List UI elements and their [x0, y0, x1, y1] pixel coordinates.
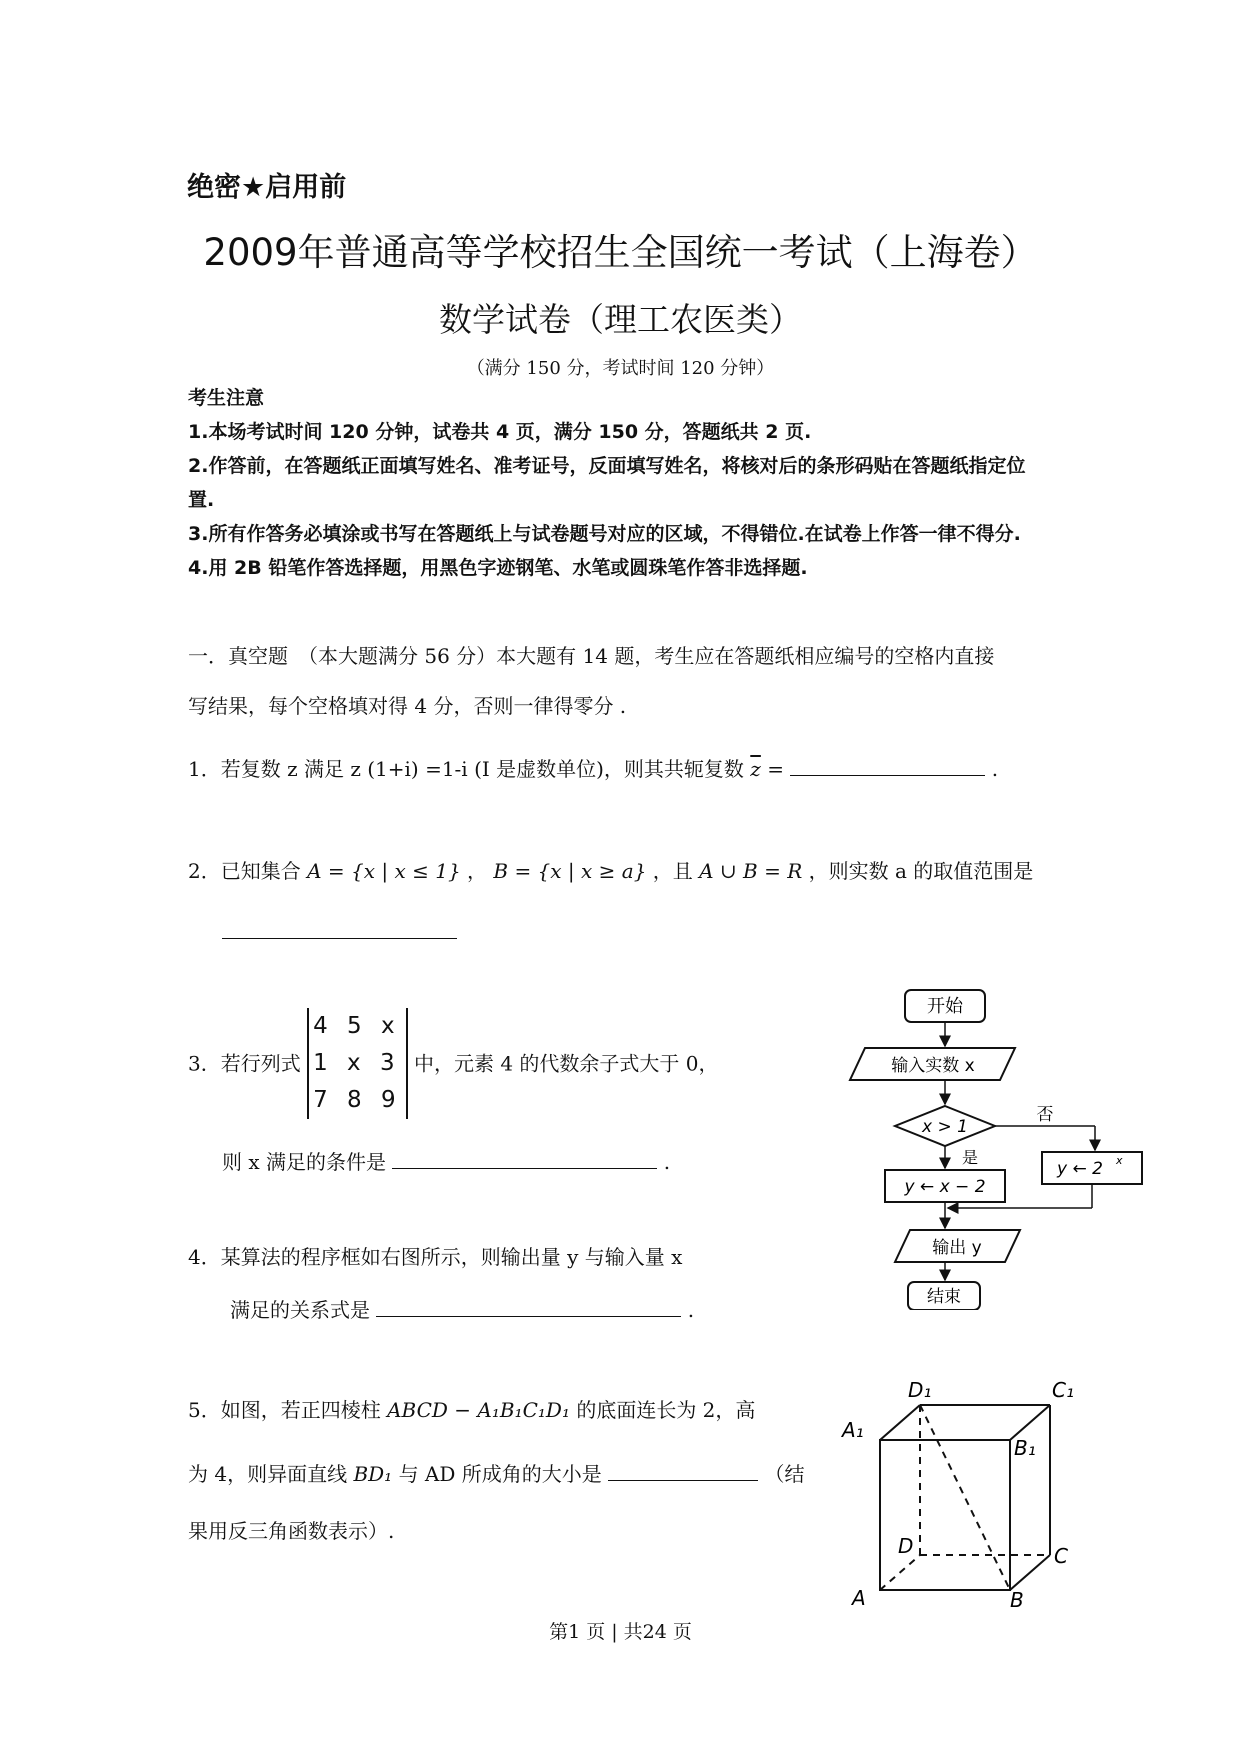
q3-line2: 则 x 满足的条件是 .	[222, 1146, 670, 1175]
exam-time-info: （满分 150 分，考试时间 120 分钟）	[466, 358, 775, 379]
flow-end-label: 结束	[927, 1287, 961, 1307]
note-item: 4.用 2B 铅笔作答选择题，用黑色字迹钢笔、水笔或圆珠笔作答非选择题.	[188, 557, 808, 579]
note-item: 3.所有作答务必填涂或书写在答题纸上与试卷题号对应的区域，不得错位.在试卷上作答一律不得分.	[188, 523, 1021, 545]
page-footer: 第1 页 | 共24 页	[549, 1621, 692, 1643]
label-a1: A₁	[842, 1418, 864, 1442]
q2-answer-blank[interactable]	[222, 916, 457, 939]
flow-yes-branch-label: y ← x − 2	[904, 1177, 986, 1197]
question-1: 1．若复数 z 满足 z (1+i) =1-i (I 是虚数单位)，则其共轭复数 $\overline{z}$ = .	[188, 753, 998, 782]
label-c1: C₁	[1052, 1378, 1074, 1402]
label-c: C	[1054, 1544, 1068, 1568]
prism-figure	[840, 1375, 1080, 1610]
label-d1: D₁	[908, 1378, 932, 1402]
flow-no-label: 否	[1036, 1105, 1054, 1125]
q3-determinant	[307, 1008, 408, 1119]
q3-suffix: 中，元素 4 的代数余子式大于 0，	[413, 1051, 719, 1076]
q1-equals: =	[767, 757, 784, 781]
question-2: 2．已知集合 A = {x | x ≤ 1} ， B = {x | x ≥ a} ，且 A ∪ B = R ，则实数 a 的取值范围是	[188, 859, 1034, 883]
prism-front-face	[880, 1440, 1010, 1590]
question-5: 5．如图，若正四棱柱 ABCD − A₁B₁C₁D₁ 的底面连长为 2，高	[188, 1398, 756, 1422]
secret-label: 绝密★启用前	[187, 172, 347, 203]
question-3	[188, 1008, 719, 1119]
flow-no-branch-label: y ← 2	[1057, 1159, 1103, 1179]
q1-text: 1．若复数 z 满足 z (1+i) =1-i (I 是虚数单位)，则其共轭复数	[188, 757, 744, 781]
question-4: 4．某算法的程序框如右图所示，则输出量 y 与输入量 x	[188, 1245, 683, 1269]
q5-prism: ABCD − A₁B₁C₁D₁	[387, 1398, 570, 1422]
notes-heading: 考生注意	[188, 387, 265, 409]
q2-prefix: 2．已知集合	[188, 859, 301, 883]
flow-condition-label: x > 1	[922, 1117, 968, 1137]
determinant-row: 4 5 x	[313, 1013, 401, 1039]
q1-answer-blank[interactable]	[790, 753, 985, 776]
flow-output-label: 输出 y	[932, 1238, 982, 1258]
exam-title: 2009年普通高等学校招生全国统一考试（上海卷）	[203, 231, 1038, 274]
notes-section	[188, 381, 1048, 585]
label-a: A	[852, 1586, 866, 1610]
q4-line2: 满足的关系式是 .	[230, 1294, 694, 1323]
flow-yes-label: 是	[962, 1148, 979, 1167]
q5-line3: 果用反三角函数表示）.	[188, 1519, 395, 1543]
q5-answer-blank[interactable]	[608, 1458, 758, 1481]
algorithm-flowchart	[840, 980, 1160, 1310]
label-d: D	[898, 1534, 914, 1558]
q4-answer-blank[interactable]	[376, 1294, 681, 1317]
flow-input-label: 输入实数 x	[891, 1056, 975, 1076]
q2-union: A ∪ B = R	[699, 859, 803, 883]
section-heading: 一．真空题 （本大题满分 56 分）本大题有 14 题，考生应在答题纸相应编号的空格内直接	[188, 644, 995, 668]
q1-conjugate-var: $\overline{z}$	[750, 757, 761, 781]
q3-answer-blank[interactable]	[392, 1146, 657, 1169]
flow-start-label: 开始	[927, 996, 963, 1017]
exam-subtitle: 数学试卷（理工农医类）	[439, 300, 802, 339]
prism-diagonal-bd1	[920, 1405, 1010, 1590]
label-b1: B₁	[1014, 1436, 1036, 1460]
q2-set-a: A = {x | x ≤ 1}	[307, 859, 461, 883]
label-b: B	[1010, 1588, 1024, 1610]
q2-suffix: ，则实数 a 的取值范围是	[808, 859, 1034, 883]
determinant-row: 1 x 3	[313, 1050, 401, 1076]
section-instructions: 写结果，每个空格填对得 4 分，否则一律得零分 .	[188, 694, 627, 718]
note-item: 1.本场考试时间 120 分钟，试卷共 4 页，满分 150 分，答题纸共 2 页.	[188, 421, 812, 443]
q5-bd1: BD₁	[353, 1462, 393, 1486]
flow-no-branch-exponent: x	[1116, 1154, 1123, 1167]
q2-set-b: B = {x | x ≥ a}	[493, 859, 647, 883]
q5-line2: 为 4，则异面直线 BD₁ 与 AD 所成角的大小是 （结	[188, 1458, 804, 1487]
note-item: 2.作答前，在答题纸正面填写姓名、准考证号，反面填写姓名，将核对后的条形码贴在答题纸指定位置.	[188, 455, 1026, 511]
determinant-row: 7 8 9	[313, 1087, 402, 1113]
q3-prefix: 3．若行列式	[188, 1051, 301, 1076]
